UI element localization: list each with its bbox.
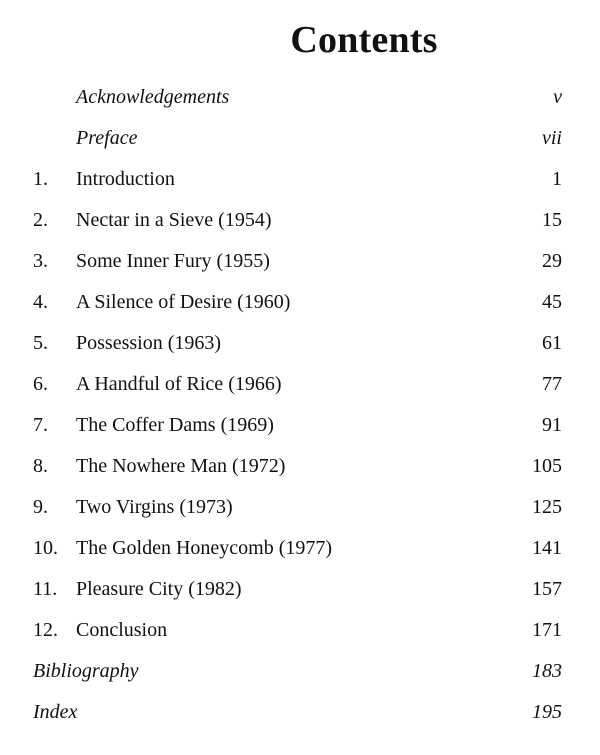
- toc-entry-title: Bibliography: [33, 660, 139, 682]
- toc-entry-number: 11.: [33, 578, 58, 600]
- toc-entry-page-number: vii: [542, 127, 562, 149]
- toc-entry-number: 5.: [33, 332, 48, 354]
- toc-entry-title: Nectar in a Sieve (1954): [76, 209, 272, 231]
- toc-entry: [0, 487, 600, 528]
- toc-entry: [0, 692, 600, 733]
- toc-entry: [0, 200, 600, 241]
- toc-entry: [0, 159, 600, 200]
- toc-entry: [0, 446, 600, 487]
- toc-entry: [0, 528, 600, 569]
- toc-entry-number: 2.: [33, 209, 48, 231]
- toc-entry-title: Introduction: [76, 168, 175, 190]
- toc-entry-title: Acknowledgements: [76, 86, 230, 108]
- toc-entry-number: 10.: [33, 537, 58, 559]
- toc-entry-page-number: 195: [532, 701, 562, 723]
- toc-entry-title: A Handful of Rice (1966): [76, 373, 282, 395]
- toc-entry-number: 6.: [33, 373, 48, 395]
- toc-entry: [0, 282, 600, 323]
- toc-entry-number: 12.: [33, 619, 58, 641]
- toc-entry-number: 3.: [33, 250, 48, 272]
- toc-entry: [0, 610, 600, 651]
- toc-entry-page-number: 157: [532, 578, 562, 600]
- toc-entry-page-number: v: [553, 86, 562, 108]
- toc-entry: [0, 323, 600, 364]
- toc-entry: [0, 405, 600, 446]
- toc-entry-page-number: 29: [542, 250, 562, 272]
- toc-entry-page-number: 77: [542, 373, 562, 395]
- toc-entry-page-number: 1: [552, 168, 562, 190]
- toc-entry-page-number: 141: [532, 537, 562, 559]
- toc-entry: [0, 364, 600, 405]
- toc-entry-number: 1.: [33, 168, 48, 190]
- toc-entry-number: 7.: [33, 414, 48, 436]
- toc-entry-title: Some Inner Fury (1955): [76, 250, 270, 272]
- toc-entry-title: The Coffer Dams (1969): [76, 414, 274, 436]
- toc-entry-title: Index: [33, 701, 78, 723]
- toc-entry-title: Two Virgins (1973): [76, 496, 233, 518]
- toc-entry-title: Pleasure City (1982): [76, 578, 242, 600]
- toc-entry-number: 8.: [33, 455, 48, 477]
- toc-entry-title: The Golden Honeycomb (1977): [76, 537, 333, 559]
- toc-entry: [0, 77, 600, 118]
- toc-entry-page-number: 125: [532, 496, 562, 518]
- toc-entry-title: The Nowhere Man (1972): [76, 455, 286, 477]
- toc-entry-page-number: 45: [542, 291, 562, 313]
- toc-entry: [0, 241, 600, 282]
- toc-entry: [0, 569, 600, 610]
- toc-entry-title: Possession (1963): [76, 332, 222, 354]
- toc-entry-page-number: 91: [542, 414, 562, 436]
- toc-entry-page-number: 171: [532, 619, 562, 641]
- toc-entry-title: Conclusion: [76, 619, 168, 641]
- toc-entry-number: 9.: [33, 496, 48, 518]
- toc-entry: [0, 651, 600, 692]
- toc-entry: [0, 118, 600, 159]
- page-title: Contents: [290, 19, 438, 61]
- toc-entry-number: 4.: [33, 291, 48, 313]
- toc-entry-page-number: 105: [532, 455, 562, 477]
- toc-entry-title: A Silence of Desire (1960): [76, 291, 291, 313]
- toc-entry-page-number: 183: [532, 660, 562, 682]
- toc-entry-title: Preface: [76, 127, 138, 149]
- toc-entry-page-number: 15: [542, 209, 562, 231]
- toc-entry-page-number: 61: [542, 332, 562, 354]
